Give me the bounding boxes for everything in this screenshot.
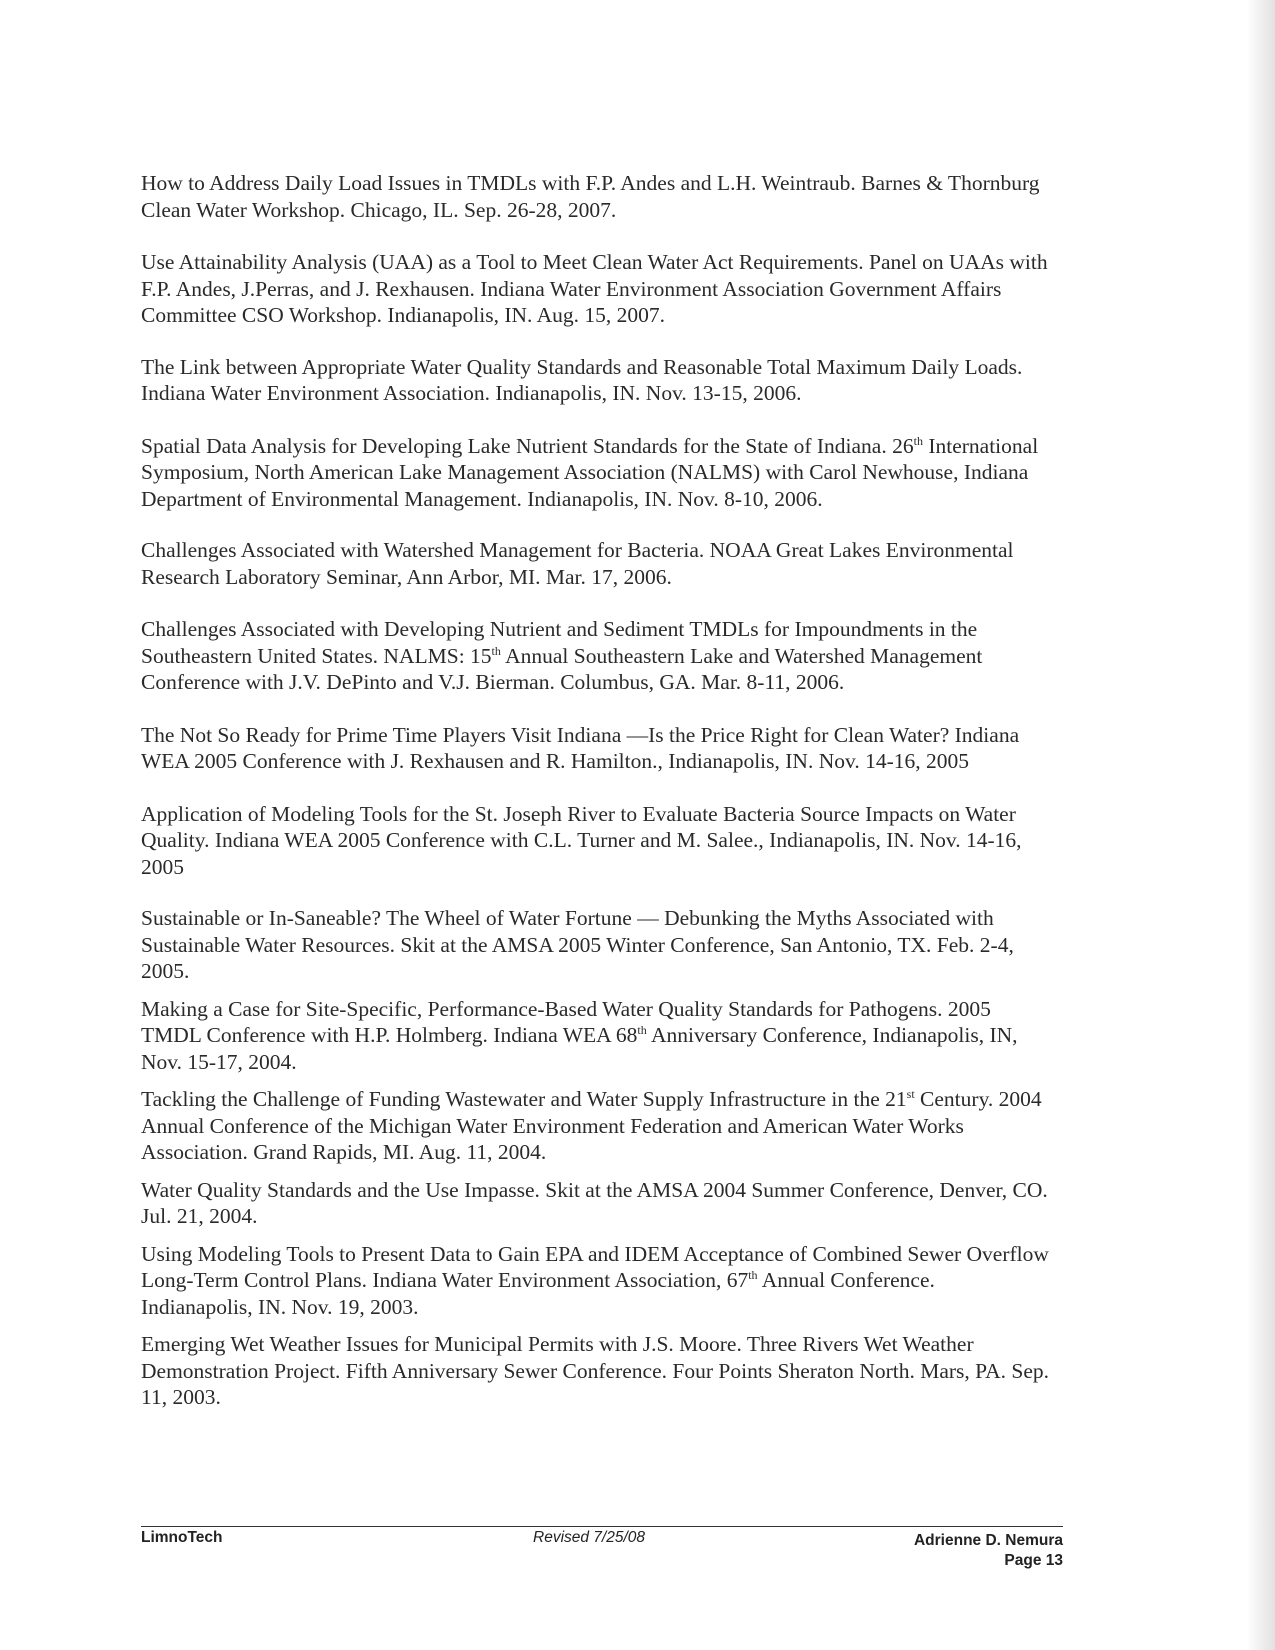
- footer-company: LimnoTech: [141, 1529, 223, 1546]
- presentation-entry: Sustainable or In-Saneable? The Wheel of Water Fortune — Debunking the Myths Associated with Sustainable Water Resources. Skit at the AMSA 2005 Winter Conference, San Antonio, TX. Feb. 2-4, 2005.: [141, 906, 1014, 983]
- presentation-entry: How to Address Daily Load Issues in TMDLs with F.P. Andes and L.H. Weintraub. Barnes & Thornburg Clean Water Workshop. Chicago, IL. Sep. 26-28, 2007.: [141, 171, 1040, 222]
- presentation-entry: Tackling the Challenge of Funding Wastewater and Water Supply Infrastructure in the 21st Century. 2004 Annual Conference of the Michigan Water Environment Federation and American Water Works Association. Grand Rapids, MI. Aug. 11, 2004.: [141, 1086, 1042, 1164]
- presentation-entry: Making a Case for Site-Specific, Performance-Based Water Quality Standards for Pathogens. 2005 TMDL Conference with H.P. Holmberg. Indiana WEA 68th Anniversary Conference, Indianapolis, IN, Nov. 15-17, 2004.: [141, 996, 1018, 1074]
- presentation-entry: The Link between Appropriate Water Quality Standards and Reasonable Total Maximum Daily Loads. Indiana Water Environment Association. Indianapolis, IN. Nov. 13-15, 2006.: [141, 354, 1023, 405]
- presentation-entry: Water Quality Standards and the Use Impasse. Skit at the AMSA 2004 Summer Conference, Denver, CO. Jul. 21, 2004.: [141, 1177, 1048, 1228]
- presentation-entry: The Not So Ready for Prime Time Players Visit Indiana —Is the Price Right for Clean Water? Indiana WEA 2005 Conference with J. Rexhausen and R. Hamilton., Indianapolis, IN. Nov. 14-16, 2005: [141, 722, 1020, 773]
- presentation-entry: Emerging Wet Weather Issues for Municipal Permits with J.S. Moore. Three Rivers Wet Weather Demonstration Project. Fifth Anniversary Sewer Conference. Four Points Sheraton North. Mars, PA. Sep. 11, 2003.: [141, 1332, 1050, 1409]
- presentation-entry: Challenges Associated with Developing Nutrient and Sediment TMDLs for Impoundments in the Southeastern United States. NALMS: 15th Annual Southeastern Lake and Watershed Management Conference with J.V. DePinto and V.J. Bierman. Columbus, GA. Mar. 8-11, 2006.: [141, 617, 983, 694]
- footer-page-number: Page 13: [1004, 1552, 1063, 1569]
- presentation-list: [141, 170, 1131, 1411]
- page-edge-shadow: [1247, 0, 1275, 1650]
- presentation-entry: Use Attainability Analysis (UAA) as a Tool to Meet Clean Water Act Requirements. Panel on UAAs with F.P. Andes, J.Perras, and J. Rexhausen. Indiana Water Environment Association Government Affairs Committee CSO Workshop. Indianapolis, IN. Aug. 15, 2007.: [141, 250, 1048, 327]
- presentation-entry: Application of Modeling Tools for the St. Joseph River to Evaluate Bacteria Source Impacts on Water Quality. Indiana WEA 2005 Conference with C.L. Turner and M. Salee., Indianapolis, IN. Nov. 14-16, 2005: [141, 801, 1022, 879]
- page-footer: [141, 1526, 1063, 1571]
- presentation-entry: Spatial Data Analysis for Developing Lake Nutrient Standards for the State of Indiana. 26th International Symposium, North American Lake Management Association (NALMS) with Carol Newhouse, Indiana Department of Environmental Management. Indianapolis, IN. Nov. 8-10, 2006.: [141, 433, 1039, 511]
- presentation-entry: Using Modeling Tools to Present Data to Gain EPA and IDEM Acceptance of Combined Sewer Overflow Long-Term Control Plans. Indiana Water Environment Association, 67th Annual Conference. Indianapolis, IN. Nov. 19, 2003.: [141, 1241, 1049, 1319]
- presentation-entry: Challenges Associated with Watershed Management for Bacteria. NOAA Great Lakes Environmental Research Laboratory Seminar, Ann Arbor, MI. Mar. 17, 2006.: [141, 538, 1014, 589]
- footer-author-name: Adrienne D. Nemura: [913, 1532, 1063, 1549]
- footer-author-block: [914, 1531, 1063, 1571]
- footer-revision: Revised 7/25/08: [533, 1529, 646, 1546]
